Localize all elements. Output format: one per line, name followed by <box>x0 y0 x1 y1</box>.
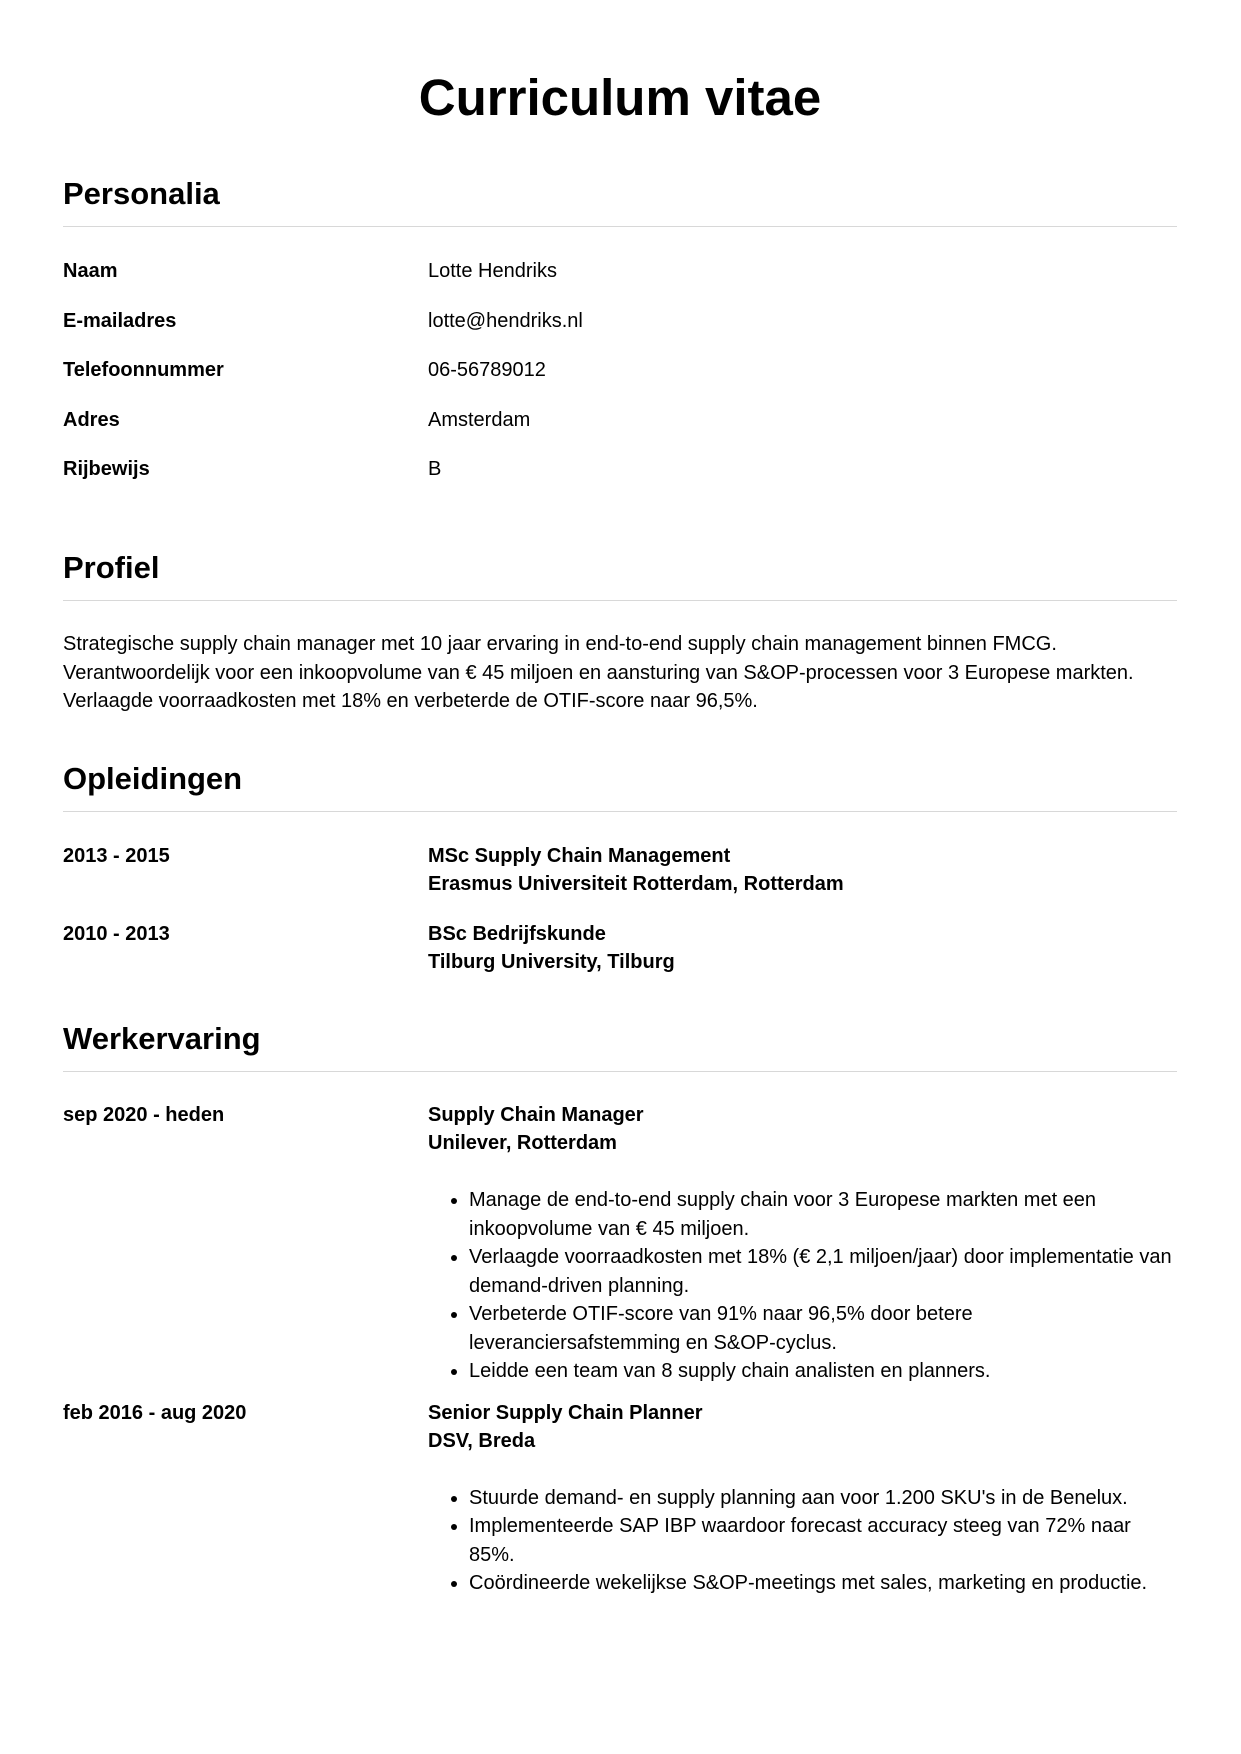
work-employer: Unilever, Rotterdam <box>428 1132 617 1154</box>
personalia-value: 06-56789012 <box>428 359 546 381</box>
personalia-label: Telefoonnummer <box>63 359 224 381</box>
work-bullet-list <box>428 1484 1177 1598</box>
education-period: 2010 - 2013 <box>63 923 170 945</box>
education-details <box>428 920 1177 976</box>
section-heading-personalia: Personalia <box>63 176 1177 227</box>
education-title: MSc Supply Chain Management <box>428 845 731 867</box>
education-item <box>63 842 1177 898</box>
work-period: sep 2020 - heden <box>63 1104 225 1126</box>
section-werkervaring <box>63 1021 1177 1611</box>
work-bullet: • Coördineerde wekelijkse S&OP-meetings met sales, marketing en productie. <box>469 1569 1177 1598</box>
education-details <box>428 842 1177 898</box>
personalia-label: Rijbewijs <box>63 458 150 480</box>
work-bullet: • Verbeterde OTIF-score van 91% naar 96,5% door betere leveranciersafstemming en S&OP-cyclus. <box>469 1300 1177 1357</box>
work-details <box>428 1399 1177 1598</box>
work-title: Senior Supply Chain Planner <box>428 1401 703 1424</box>
work-bullet: • Stuurde demand- en supply planning aan voor 1.200 SKU's in de Benelux. <box>469 1484 1177 1513</box>
work-period: feb 2016 - aug 2020 <box>63 1401 247 1424</box>
personalia-label: Naam <box>63 260 118 282</box>
education-title: BSc Bedrijfskunde <box>428 923 606 945</box>
personalia-row-rijbewijs <box>63 455 1177 505</box>
section-heading-werkervaring: Werkervaring <box>63 1021 1177 1072</box>
personalia-value: Amsterdam <box>428 408 531 431</box>
work-item <box>63 1101 1177 1386</box>
work-bullet: • Verlaagde voorraadkosten met 18% (€ 2,1 miljoen/jaar) door implementatie van demand-driven planning. <box>469 1243 1177 1300</box>
work-details <box>428 1101 1177 1386</box>
section-heading-opleidingen: Opleidingen <box>63 761 1177 812</box>
profile-text: Strategische supply chain manager met 10 jaar ervaring in end-to-end supply chain management binnen FMCG. Verantwoordelijk voor een inkoopvolume van € 45 miljoen en aansturing van S&OP-processen voor 3 Europese markten. Verlaagde voorraadkosten met 18% en verbeterde de OTIF-score naar 96,5%. <box>63 633 1134 712</box>
education-institution: Tilburg University, Tilburg <box>428 951 675 973</box>
education-institution: Erasmus Universiteit Rotterdam, Rotterdam <box>428 873 844 895</box>
work-item <box>63 1399 1177 1598</box>
section-profiel <box>63 550 1177 716</box>
education-period: 2013 - 2015 <box>63 845 170 867</box>
work-employer: DSV, Breda <box>428 1429 536 1452</box>
work-bullet: • Implementeerde SAP IBP waardoor forecast accuracy steeg van 72% naar 85%. <box>469 1512 1177 1569</box>
work-bullet-list <box>428 1186 1177 1386</box>
section-personalia <box>63 176 1177 505</box>
section-heading-profiel: Profiel <box>63 550 1177 601</box>
section-opleidingen <box>63 761 1177 998</box>
personalia-value: lotte@hendriks.nl <box>428 309 583 332</box>
education-list <box>63 812 1177 976</box>
work-list <box>63 1072 1177 1598</box>
personalia-row-email <box>63 307 1177 357</box>
personalia-row-naam <box>63 257 1177 307</box>
education-item <box>63 920 1177 976</box>
personalia-list <box>63 227 1177 505</box>
work-title: Supply Chain Manager <box>428 1104 644 1126</box>
personalia-label: Adres <box>63 408 120 431</box>
personalia-value: B <box>428 458 442 480</box>
personalia-row-telefoon <box>63 356 1177 406</box>
personalia-row-adres <box>63 406 1177 456</box>
personalia-label: E-mailadres <box>63 309 177 332</box>
work-bullet: • Leidde een team van 8 supply chain analisten en planners. <box>469 1357 1177 1386</box>
personalia-value: Lotte Hendriks <box>428 260 557 282</box>
document-title: Curriculum vitae <box>418 69 822 126</box>
work-bullet: • Manage de end-to-end supply chain voor 3 Europese markten met een inkoopvolume van € 45 miljoen. <box>469 1186 1177 1243</box>
